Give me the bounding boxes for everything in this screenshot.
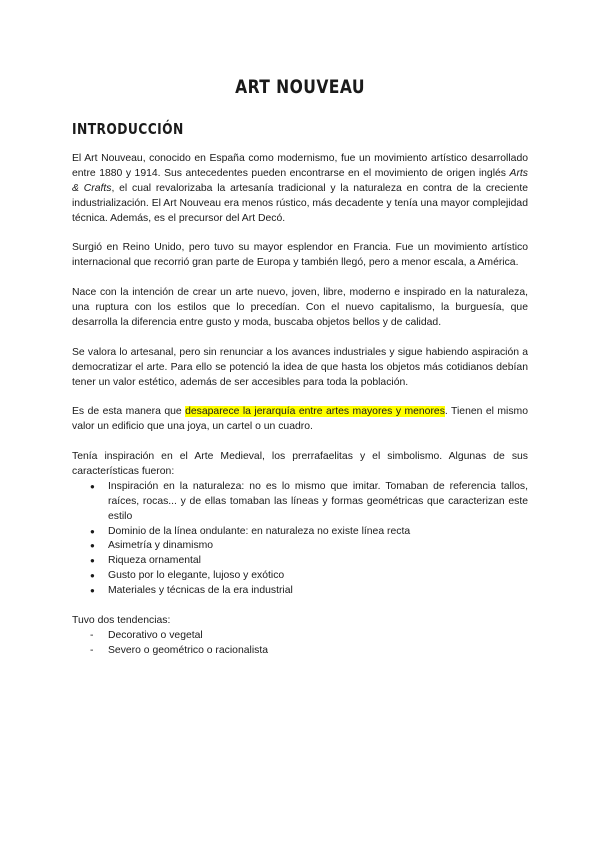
list-item: ● Gusto por lo elegante, lujoso y exótico xyxy=(72,569,528,584)
features-list xyxy=(72,480,528,599)
list-item: - Decorativo o vegetal xyxy=(72,629,528,644)
list-item: ● Riqueza ornamental xyxy=(72,554,528,569)
list-item: ● Asimetría y dinamismo xyxy=(72,539,528,554)
highlighted-text: desaparece la jerarquía entre artes mayores y menores xyxy=(185,406,445,418)
paragraph-1 xyxy=(72,152,528,227)
paragraph-5-text-a: Es de esta manera que xyxy=(72,406,186,418)
paragraph-5 xyxy=(72,405,528,435)
paragraph-2: Surgió en Reino Unido, pero tuvo su mayor esplendor en Francia. Fue un movimiento artístico internacional que recorrió gran parte de Europa y también llegó, pero a menor escala, a América. xyxy=(72,242,528,269)
paragraph-1-text-a: El Art Nouveau, conocido en España como modernismo, fue un movimiento artístico desarrollado entre 1880 y 1914. Sus antecedentes pueden encontrarse en el movimiento de origen inglés xyxy=(72,153,528,179)
section-heading: INTRODUCCIÓN xyxy=(72,120,184,138)
paragraph-3: Nace con la intención de crear un arte nuevo, joven, libre, moderno e inspirado en la naturaleza, una ruptura con los estilos que lo precedían. Con el nuevo capitalismo, la burguesía, que desarrolla la diferencia entre gusto y moda, buscaba objetos bellos y de calidad. xyxy=(72,287,528,328)
paragraph-5-text-b: . Tienen el mismo valor un edificio que una joya, un cartel o un cuadro. xyxy=(72,406,528,433)
list-item: - Severo o geométrico o racionalista xyxy=(72,644,528,659)
document-title: ART NOUVEAU xyxy=(235,76,365,98)
tendencies-list xyxy=(72,629,528,659)
list-item: ● Inspiración en la naturaleza: no es lo mismo que imitar. Tomaban de referencia tallos, raíces, rocas... y de ellas tomaban las líneas y formas geométricas que caracterizan este estilo xyxy=(72,480,528,525)
list-item: ● Materiales y técnicas de la era industrial xyxy=(72,584,528,599)
document-body xyxy=(72,152,528,659)
paragraph-1-text-b: , el cual revalorizaba la artesanía tradicional y la naturaleza en contra de la creciente industrialización. El Art Nouveau era menos rústico, más decadente y tenía una mayor complejidad técnica. Además, es el precursor del Art Decó. xyxy=(72,182,528,224)
paragraph-6: Tenía inspiración en el Arte Medieval, los prerrafaelitas y el simbolismo. Algunas de sus características fueron: xyxy=(72,451,528,477)
arts-and-crafts-emphasis: Arts & Crafts xyxy=(72,167,528,194)
paragraph-4: Se valora lo artesanal, pero sin renunciar a los avances industriales y sigue habiendo aspiración a democratizar el arte. Para ello se potenció la idea de que hasta los objetos más cotidianos debían tener un valor estético, además de ser accesibles para toda la población. xyxy=(72,346,528,388)
list-item: ● Dominio de la línea ondulante: en naturaleza no existe línea recta xyxy=(72,525,528,540)
paragraph-7: Tuvo dos tendencias: xyxy=(72,615,171,626)
